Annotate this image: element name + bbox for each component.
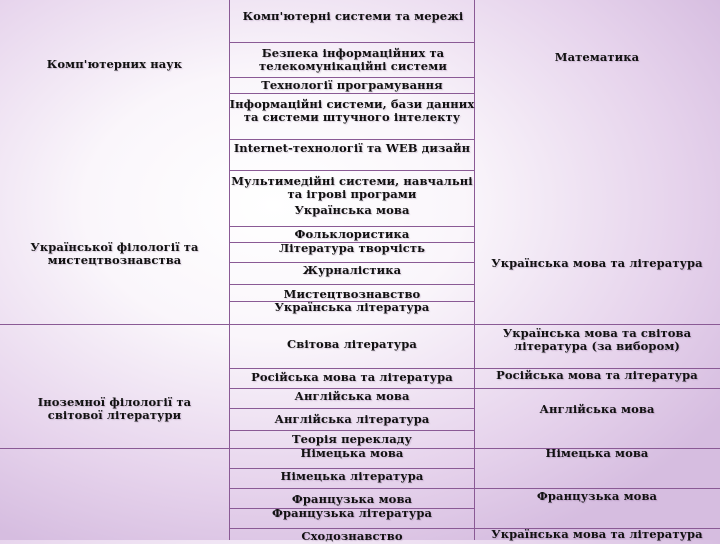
specialty-internet-tech: Internet-технології та WEB дизайн <box>233 140 471 155</box>
subject-english: Англійська мова <box>539 402 655 416</box>
specialty-translation-theory: Теорія перекладу <box>291 432 413 446</box>
specialty-info-security: Безпека інформаційних та телекомунікаційні системи <box>259 46 447 73</box>
row-divider <box>229 408 475 409</box>
specialty-english-language: Англійська мова <box>294 389 410 403</box>
specialty-german-language: Німецька мова <box>300 446 404 460</box>
specialty-ukrainian-literature: Українська література <box>274 300 430 314</box>
specialty-oriental-studies: Сходознавство <box>301 529 403 543</box>
specialty-folklore: Фольклористика <box>294 227 410 241</box>
specialty-world-literature: Світова література <box>287 336 417 351</box>
faculty-ukrainian-philology: Української філології та мистецтвознавства <box>30 240 199 267</box>
faculty-computer-sciences: Комп'ютерних наук <box>46 56 183 71</box>
specialty-programming-tech: Технології програмування <box>261 78 443 92</box>
subject-math: Математика <box>554 50 640 64</box>
faculty-foreign-philology: Іноземної філології та світової літератури <box>37 395 192 422</box>
specialty-ukrainian-language: Українська мова <box>294 203 410 217</box>
specialty-english-literature: Англійська література <box>274 412 430 426</box>
subject-ukr-lang-lit-2: Українська мова та література <box>491 527 703 541</box>
subject-ukr-world-choice: Українська мова та світова література (за вибором) <box>502 326 692 353</box>
specialty-multimedia: Мультимедійні системи, навчальні та ігрові програми <box>231 174 473 201</box>
specialty-art-studies: Мистецтвознавство <box>283 286 421 301</box>
row-divider <box>229 42 475 43</box>
row-divider <box>229 284 475 285</box>
row-divider <box>229 488 475 489</box>
specialty-computer-systems: Комп'ютерні системи та мережі <box>242 8 464 23</box>
specialty-journalism: Журналістика <box>302 263 402 277</box>
subject-german: Німецька мова <box>545 446 649 460</box>
specialty-french-literature: Французька література <box>271 506 433 520</box>
row-divider <box>229 170 475 171</box>
specialty-russian: Російська мова та література <box>251 370 453 384</box>
specialty-french-language: Французька мова <box>291 492 413 506</box>
subject-french: Французька мова <box>536 489 658 503</box>
specialty-literary-creativity: Література творчість <box>278 241 425 255</box>
subject-russian: Російська мова та література <box>496 368 698 382</box>
specialty-german-literature: Німецька література <box>280 469 424 483</box>
row-divider <box>474 388 720 389</box>
subject-ukr-lang-lit: Українська мова та література <box>491 256 703 270</box>
specialty-info-systems: Інформаційні системи, бази данних та системи штучного інтелекту <box>229 97 475 124</box>
row-divider <box>229 430 475 431</box>
